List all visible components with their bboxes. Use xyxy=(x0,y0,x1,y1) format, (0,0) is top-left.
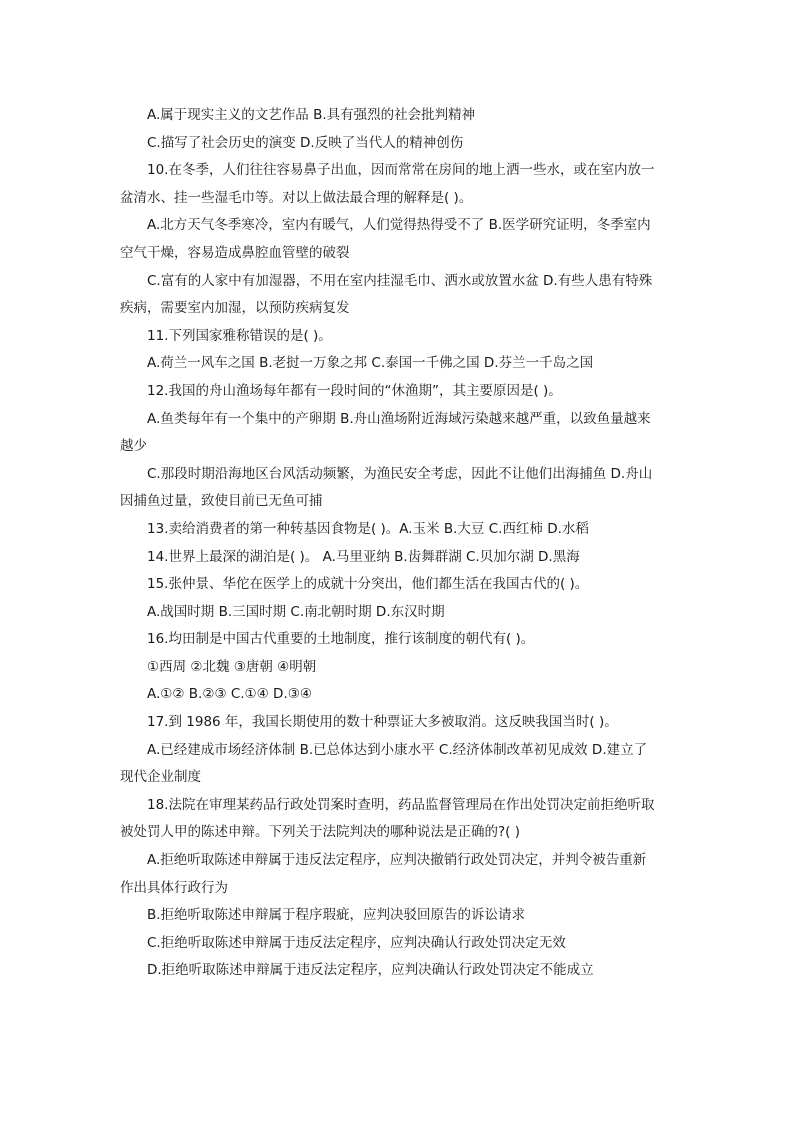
question-10-options-ab: A.北方天气冬季寒冷，室内有暖气，人们觉得热得受不了 B.医学研究证明，冬季室内 xyxy=(147,217,651,234)
question-18-option-b: B.拒绝听取陈述申辩属于程序瑕疵，应判决驳回原告的诉讼请求 xyxy=(147,907,526,924)
question-17-options: A.已经建成市场经济体制 B.已总体达到小康水平 C.经济体制改革初见成效 D.建立了 xyxy=(147,741,648,758)
question-12-options-ab: A.鱼类每年有一个集中的产卵期 B.舟山渔场附近海域污染越来越严重，以致鱼量越来 xyxy=(147,410,651,427)
question-18-continuation: 被处罚人甲的陈述申辩。下列关于法院判决的哪种说法是正确的?( ) xyxy=(120,824,520,841)
question-16-options: A.①② B.②③ C.①④ D.③④ xyxy=(147,686,312,703)
option-line: C.描写了社会历史的演变 D.反映了当代人的精神创伤 xyxy=(147,134,464,151)
question-10-options-cd-continuation: 疾病，需要室内加湿，以预防疾病复发 xyxy=(120,300,350,317)
question-10-continuation: 盆清水、挂一些湿毛巾等。对以上做法最合理的解释是( )。 xyxy=(120,189,473,206)
question-18-option-d: D.拒绝听取陈述申辩属于违反法定程序，应判决确认行政处罚决定不能成立 xyxy=(147,962,594,979)
question-12: 12.我国的舟山渔场每年都有一段时间的“休渔期”，其主要原因是( )。 xyxy=(147,382,562,399)
question-18-option-a: A.拒绝听取陈述申辩属于违反法定程序，应判决撤销行政处罚决定，并判令被告重新 xyxy=(147,852,647,869)
question-18-option-c: C.拒绝听取陈述申辩属于违反法定程序，应判决确认行政处罚决定无效 xyxy=(147,934,566,951)
question-14: 14.世界上最深的湖泊是( )。 A.马里亚纳 B.齿舞群湖 C.贝加尔湖 D.黑海 xyxy=(147,548,580,565)
question-10: 10.在冬季，人们往往容易鼻子出血，因而常常在房间的地上洒一些水，或在室内放一 xyxy=(147,162,655,179)
question-11-options: A.荷兰一风车之国 B.老挝一万象之邦 C.泰国一千佛之国 D.芬兰一千岛之国 xyxy=(147,355,594,372)
question-12-options-cd-continuation: 因捕鱼过量，致使目前已无鱼可捕 xyxy=(120,493,323,510)
question-17-options-continuation: 现代企业制度 xyxy=(120,769,201,786)
document-body xyxy=(120,102,676,985)
question-18: 18.法院在审理某药品行政处罚案时查明，药品监督管理局在作出处罚决定前拒绝听取 xyxy=(147,796,655,813)
question-13: 13.卖给消费者的第一种转基因食物是( )。A.玉米 B.大豆 C.西红柿 D.水稻 xyxy=(147,520,589,537)
question-10-options-cd: C.富有的人家中有加湿器，不用在室内挂湿毛巾、洒水或放置水盆 D.有些人患有特殊 xyxy=(147,272,653,289)
question-16: 16.均田制是中国古代重要的土地制度，推行该制度的朝代有( )。 xyxy=(147,631,535,648)
question-15-options: A.战国时期 B.三国时期 C.南北朝时期 D.东汉时期 xyxy=(147,603,445,620)
question-12-options-cd: C.那段时期沿海地区台风活动频繁，为渔民安全考虑，因此不让他们出海捕鱼 D.舟山 xyxy=(147,465,653,482)
option-line: A.属于现实主义的文艺作品 B.具有强烈的社会批判精神 xyxy=(147,107,476,123)
question-11: 11.下列国家雅称错误的是( )。 xyxy=(147,327,332,344)
question-10-options-ab-continuation: 空气干燥，容易造成鼻腔血管壁的破裂 xyxy=(120,244,350,261)
question-15: 15.张仲景、华佗在医学上的成就十分突出，他们都生活在我国古代的( )。 xyxy=(147,576,589,593)
question-16-items: ①西周 ②北魏 ③唐朝 ④明朝 xyxy=(147,658,317,675)
question-12-options-ab-continuation: 越少 xyxy=(120,438,147,455)
question-18-option-a-continuation: 作出具体行政行为 xyxy=(120,879,228,896)
question-17: 17.到 1986 年，我国长期使用的数十种票证大多被取消。这反映我国当时( )。 xyxy=(147,714,618,731)
